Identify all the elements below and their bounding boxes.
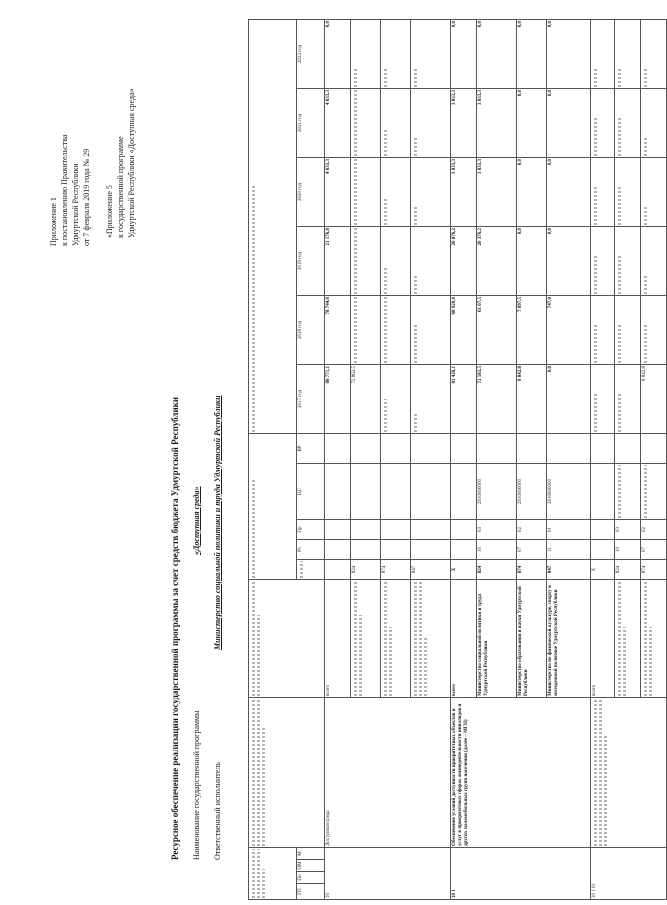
value-cell: 4 633,3: [325, 157, 351, 226]
executor-value: Министерство социальной политики и труда Удмуртской Республики: [213, 395, 222, 650]
cs-cell: 2910000000: [517, 464, 547, 520]
row-who: всего: [451, 580, 477, 698]
grbs-cell: 874: [517, 560, 547, 580]
value-cell: 0,0: [547, 364, 591, 433]
value-cell: 8 842,8: [641, 364, 667, 433]
value-cell: 72 863,5: [351, 364, 381, 433]
value-cell: 20 376,2: [477, 226, 517, 295]
grbs-cell: Х: [591, 560, 615, 580]
row-code: 10: [325, 848, 451, 900]
value-cell: 72 583,5: [477, 364, 517, 433]
code-header: ГП: [297, 884, 325, 900]
budget-header: ВР: [297, 433, 325, 463]
budget-header: ЦС: [297, 464, 325, 520]
appendix-line: Приложение 1: [49, 197, 58, 246]
appendix-line: к государственной программе: [116, 136, 125, 238]
year-header: 2018 год: [297, 295, 325, 364]
row-name: Доступная среда: [325, 698, 451, 848]
value-cell: 0,0: [451, 19, 477, 88]
row-who: [641, 580, 667, 698]
header-cell: [249, 19, 297, 433]
year-header: 2017 год: [297, 364, 325, 433]
rz-cell: 11: [547, 540, 591, 560]
year-header: 2021 год: [297, 88, 325, 157]
appendix-line: Удмуртской Республики «Доступная среда»: [127, 88, 136, 238]
pr-cell: 02: [517, 520, 547, 540]
value-cell: 81 426,1: [451, 364, 477, 433]
rz-cell: 10: [615, 540, 641, 560]
row-who: Министерство образования и науки Удмуртской Республики: [517, 580, 547, 698]
value-cell: 0,0: [477, 19, 517, 88]
rz-cell: 07: [517, 540, 547, 560]
value-cell: 21 176,8: [325, 226, 351, 295]
header-cell: [249, 848, 297, 900]
code-header: М: [297, 848, 325, 860]
row-code: 10 1 01: [591, 848, 667, 900]
appendix-line: Удмуртской Республики: [71, 163, 80, 246]
resource-table-region: [240, 5, 647, 905]
code-header: Пп: [297, 872, 325, 884]
row-who: [615, 580, 641, 698]
value-cell: 4 633,3: [325, 88, 351, 157]
value-cell: 0,0: [325, 19, 351, 88]
header-cell: [249, 433, 297, 579]
grbs-cell: 824: [477, 560, 517, 580]
rz-cell: 07: [641, 540, 667, 560]
row-name: Обеспечение условий доступности приоритетных объектов и услуг в приоритетных сферах жизнедеятельности инвалидов и других маломобильных групп населения (далее – МГН): [451, 698, 591, 848]
value-cell: 0,0: [517, 157, 547, 226]
appendix-line: «Приложение 5: [105, 185, 114, 238]
year-header: 2020 год: [297, 157, 325, 226]
value-cell: 61 07,5: [477, 295, 517, 364]
program-name-label: Наименование государственной программы: [192, 710, 201, 860]
appendix-line: к постановлению Правительства: [60, 134, 69, 246]
budget-header: Рз: [297, 540, 325, 560]
row-who: [351, 580, 381, 698]
resource-table: [248, 19, 667, 900]
grbs-header: [297, 560, 325, 580]
value-cell: 0,0: [547, 19, 591, 88]
value-cell: 0,0: [547, 88, 591, 157]
value-cell: 88 771,1: [325, 364, 351, 433]
rz-cell: 10: [477, 540, 517, 560]
value-cell: 0,0: [547, 157, 591, 226]
value-cell: 0,0: [517, 88, 547, 157]
grbs-cell: 824: [351, 560, 381, 580]
row-who: [411, 580, 451, 698]
table-row: [451, 19, 477, 899]
grbs-cell: 824: [615, 560, 641, 580]
year-header: 2019 год: [297, 226, 325, 295]
value-cell: 3 833,3: [477, 88, 517, 157]
cs-cell: [641, 464, 667, 520]
program-name-value: «Доступная среда»: [192, 486, 201, 555]
value-cell: 68 920,0: [451, 295, 477, 364]
year-header: 2022 год: [297, 19, 325, 88]
table-header-row: [249, 19, 297, 899]
value-cell: 0,0: [517, 226, 547, 295]
value-cell: 7 097,5: [517, 295, 547, 364]
row-who: [381, 580, 411, 698]
value-cell: 3 833,3: [477, 157, 517, 226]
pr-cell: 02: [641, 520, 667, 540]
grbs-cell: Х: [451, 560, 477, 580]
header-cell: [249, 698, 325, 848]
code-header: ОМ: [297, 860, 325, 872]
row-who: Министерство по физической культуре, спорту и молодежной политике Удмуртской Республики: [547, 580, 591, 698]
row-who: всего: [325, 580, 351, 698]
pr-cell: 01: [547, 520, 591, 540]
row-name: [591, 698, 667, 848]
cs-cell: 2910000000: [547, 464, 591, 520]
grbs-cell: 874: [641, 560, 667, 580]
table-row: [591, 19, 615, 899]
value-cell: 0,0: [547, 226, 591, 295]
value-cell: 78 744,0: [325, 295, 351, 364]
appendix-line: от 7 февраля 2019 года № 29: [82, 148, 91, 246]
grbs-cell: 847: [411, 560, 451, 580]
value-cell: 3 833,3: [451, 157, 477, 226]
document-title: Ресурсное обеспечение реализации государственной программы за счет средств бюджета Удмуртской Республики: [170, 396, 180, 860]
grbs-cell: 847: [547, 560, 591, 580]
cs-cell: 2910000000: [477, 464, 517, 520]
value-cell: 0,0: [517, 19, 547, 88]
value-cell: 20 876,2: [451, 226, 477, 295]
value-cell: 3 833,3: [451, 88, 477, 157]
pr-cell: 03: [615, 520, 641, 540]
pr-cell: 03: [477, 520, 517, 540]
cs-cell: [615, 464, 641, 520]
value-cell: 747,0: [547, 295, 591, 364]
table-row: [325, 19, 351, 899]
row-code: 10 1: [451, 848, 591, 900]
budget-header: Пр: [297, 520, 325, 540]
value-cell: 8 842,8: [517, 364, 547, 433]
row-who: всего: [591, 580, 615, 698]
row-who: Министерство социальной политики и труда Удмуртской Республики: [477, 580, 517, 698]
grbs-cell: 874: [381, 560, 411, 580]
header-cell: [249, 580, 325, 698]
executor-label: Ответственный исполнитель: [213, 762, 222, 860]
